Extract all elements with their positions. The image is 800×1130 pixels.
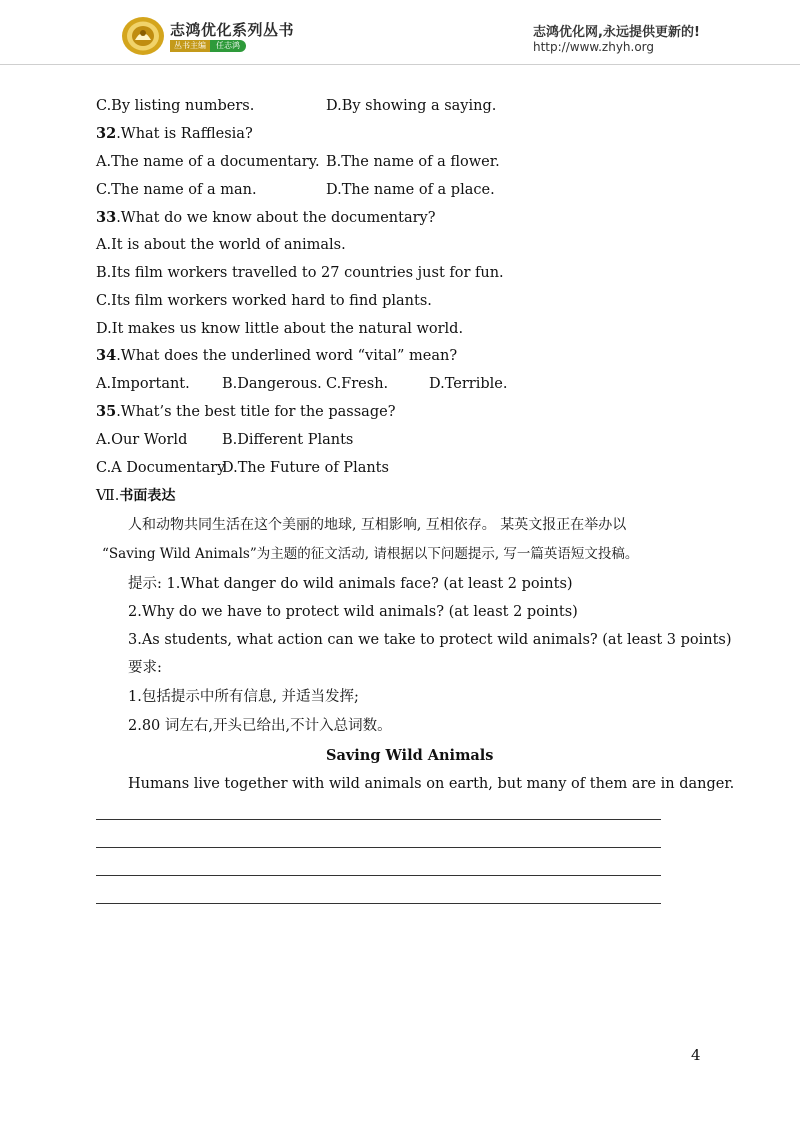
writing-section-heading xyxy=(96,487,175,505)
q33-option-a: A.It is about the world of animals. xyxy=(96,237,346,253)
q34-number: 34 xyxy=(96,347,117,364)
q35-text: .What’s the best title for the passage? xyxy=(116,404,396,420)
q33-number: 33 xyxy=(96,209,117,226)
q32-number: 32 xyxy=(96,125,117,142)
answer-line-3 xyxy=(96,875,661,876)
writing-section-title: 书面表达 xyxy=(119,488,176,504)
q34-text: .What does the underlined word “vital” mean? xyxy=(116,348,458,364)
writing-hint-1-line xyxy=(128,575,573,593)
q31-option-c: C.By listing numbers. xyxy=(96,98,255,114)
writing-hint-3: 3.As students, what action can we take to protect wild animals? (at least 3 points) xyxy=(128,632,732,648)
header-slogan: 志鸿优化网,永远提供更新的! xyxy=(533,25,700,40)
writing-intro-line-1: 人和动物共同生活在这个美丽的地球, 互相影响, 互相依存。 某英文报正在举办以 xyxy=(128,517,627,533)
q32-option-d: D.The name of a place. xyxy=(326,182,495,198)
writing-hint-1: 1.What danger do wild animals face? (at least 2 points) xyxy=(166,576,573,592)
header-url: http://www.zhyh.org xyxy=(533,40,655,54)
book-series-logo-icon xyxy=(121,16,165,56)
header-divider xyxy=(0,64,800,65)
q34-question xyxy=(96,347,457,365)
answer-line-1 xyxy=(96,819,661,820)
q33-option-b: B.Its film workers travelled to 27 countries just for fun. xyxy=(96,265,504,281)
editor-badge-name: 任志鸿 xyxy=(210,40,246,52)
q32-text: .What is Rafflesia? xyxy=(116,126,253,142)
q35-number: 35 xyxy=(96,403,117,420)
page-number: 4 xyxy=(691,1046,701,1064)
writing-requirements-label: 要求: xyxy=(128,660,162,676)
editor-badge-label: 丛书主编 xyxy=(170,40,210,52)
q35-option-a: A.Our World xyxy=(96,432,188,448)
writing-requirement-2: 2.80 词左右,开头已给出,不计入总词数。 xyxy=(128,718,392,734)
q32-question xyxy=(96,125,253,143)
q33-option-d: D.It makes us know little about the natural world. xyxy=(96,321,464,337)
answer-line-2 xyxy=(96,847,661,848)
q31-option-d: D.By showing a saying. xyxy=(326,98,497,114)
q35-question xyxy=(96,403,395,421)
writing-requirement-1: 1.包括提示中所有信息, 并适当发挥; xyxy=(128,689,359,705)
q33-question xyxy=(96,209,436,227)
essay-title: Saving Wild Animals xyxy=(326,747,494,764)
q34-option-a: A.Important. xyxy=(96,376,190,392)
q34-option-d: D.Terrible. xyxy=(429,376,508,392)
writing-intro-line-2: “Saving Wild Animals”为主题的征文活动, 请根据以下问题提示, 写一篇英语短文投稿。 xyxy=(102,546,639,562)
writing-hint-2: 2.Why do we have to protect wild animals? (at least 2 points) xyxy=(128,604,578,620)
brand-name: 志鸿优化系列丛书 xyxy=(170,21,295,39)
page-header xyxy=(0,0,800,70)
q35-option-c: C.A Documentary xyxy=(96,460,226,476)
essay-opening-sentence: Humans live together with wild animals on earth, but many of them are in danger. xyxy=(128,776,735,792)
q32-option-a: A.The name of a documentary. xyxy=(96,154,320,170)
q32-option-c: C.The name of a man. xyxy=(96,182,257,198)
editor-badge xyxy=(170,40,246,52)
q33-text: .What do we know about the documentary? xyxy=(116,210,436,226)
q32-option-b: B.The name of a flower. xyxy=(326,154,500,170)
q35-option-d: D.The Future of Plants xyxy=(222,460,389,476)
q35-option-b: B.Different Plants xyxy=(222,432,354,448)
q34-option-c: C.Fresh. xyxy=(326,376,389,392)
answer-line-4 xyxy=(96,903,661,904)
q33-option-c: C.Its film workers worked hard to find plants. xyxy=(96,293,432,309)
writing-section-numeral: Ⅶ. xyxy=(96,488,120,504)
writing-hint-label: 提示: xyxy=(128,576,167,592)
q34-option-b: B.Dangerous. xyxy=(222,376,322,392)
